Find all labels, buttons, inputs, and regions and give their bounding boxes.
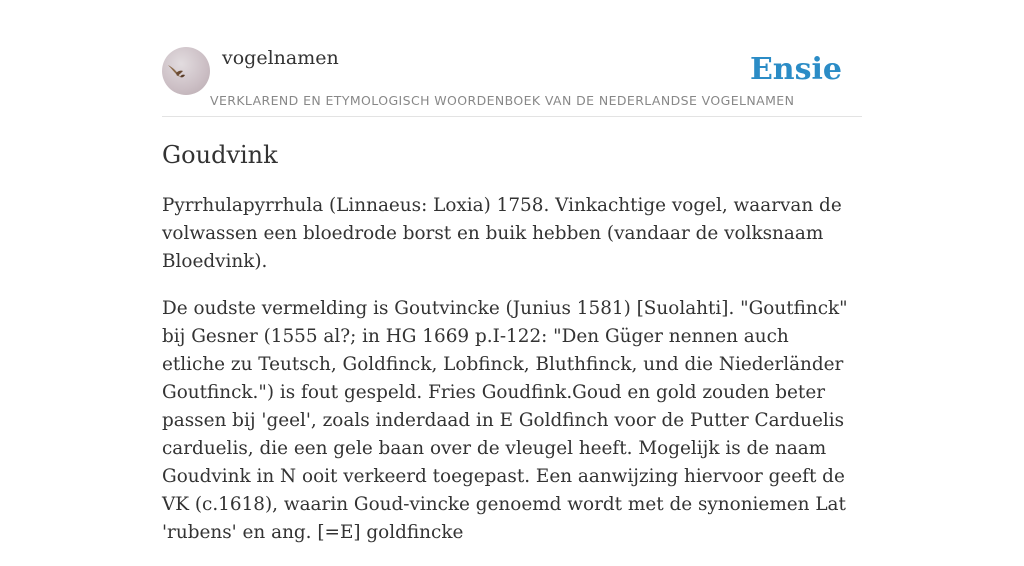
- avatar[interactable]: [162, 47, 210, 95]
- ensie-logo[interactable]: Ensie: [749, 52, 842, 87]
- paragraph: De oudste vermelding is Goutvincke (Junius 1581) [Suolahti]. "Goutfinck" bij Gesner (1555 al?; in HG 1669 p.I-122: "Den Güger nennen auch etliche zu Teutsch, Goldfinck, Lobfinck, Bluthfinck, und die Niederländer Goutfinck.") is fout gespeld. Fries Goudfink.Goud en gold zouden beter passen bij 'geel', zoals inderdaad in E Goldfinch voor de Putter Carduelis carduelis, die een gele baan over de vleugel heeft. Mogelijk is de naam Goudvink in N ooit verkeerd toegepast. Een aanwijzing hiervoor geeft de VK (c.1618), waarin Goud-vincke genoemd wordt met de synoniemen Lat 'rubens' en ang. [=E] goldfincke: [162, 298, 848, 543]
- page-title: Goudvink: [162, 141, 278, 169]
- site-name[interactable]: vogelnamen: [222, 47, 339, 69]
- article-body: [162, 192, 852, 566]
- bird-photo-icon: [162, 47, 210, 95]
- site-header: [162, 46, 862, 117]
- site-subtitle: VERKLAREND EN ETYMOLOGISCH WOORDENBOEK VAN DE NEDERLANDSE VOGELNAMEN: [210, 93, 795, 108]
- paragraph: Pyrrhulapyrrhula (Linnaeus: Loxia) 1758. Vinkachtige vogel, waarvan de volwassen een bloedrode borst en buik hebben (vandaar de volksnaam Bloedvink).: [162, 195, 842, 272]
